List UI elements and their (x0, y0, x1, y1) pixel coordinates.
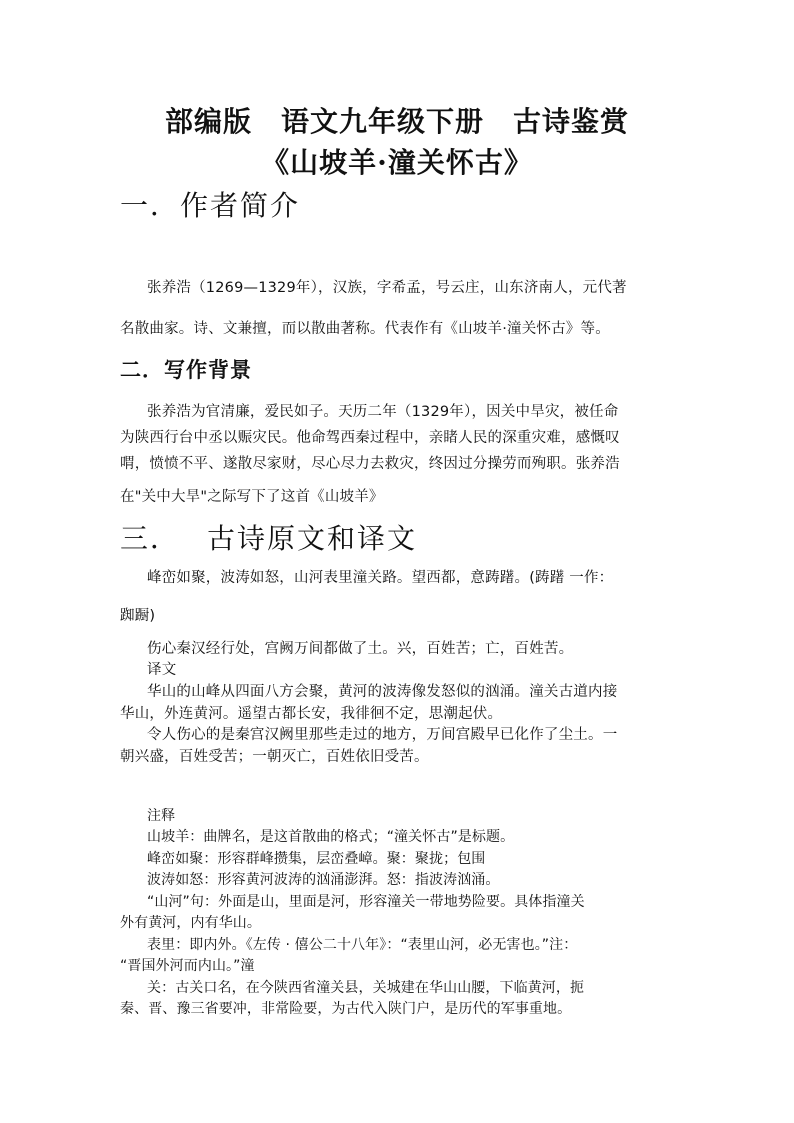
page-title: 部编版 语文九年级下册 古诗鉴赏 (164, 105, 629, 138)
note-line1: 山坡羊：曲牌名，是这首散曲的格式；“潼关怀古”是标题。 (147, 829, 515, 845)
translation-line1: 华山的山峰从四面八方会聚，黄河的波涛像发怒似的汹涌。潼关古道内接 (147, 684, 618, 700)
note-line3: 波涛如怒：形容黄河波涛的汹涌澎湃。怒：指波涛汹涌。 (147, 872, 500, 888)
background-line4: 在"关中大旱"之际写下了这首《山坡羊》 (120, 489, 384, 505)
translation-line2: 华山，外连黄河。遥望古都长安，我徘徊不定，思潮起伏。 (120, 706, 503, 722)
author-intro-line2: 名散曲家。诗、文兼擅，而以散曲著称。代表作有《山坡羊·潼关怀古》等。 (120, 321, 610, 337)
translation-line4: 朝兴盛，百姓受苦；一朝灭亡，百姓依旧受苦。 (120, 749, 429, 765)
notes-label: 注释 (147, 808, 176, 824)
note-line8: 关：古关口名，在今陕西省潼关县，关城建在华山山腰，下临黄河，扼 (147, 980, 585, 996)
note-line4: “山河”句：外面是山，里面是河，形容潼关一带地势险要。具体指潼关 (147, 894, 585, 910)
note-line2: 峰峦如聚：形容群峰攒集，层峦叠嶂。聚：聚拢；包围 (147, 851, 486, 867)
translation-label: 译文 (147, 662, 177, 678)
note-line7: “晋国外河而内山。”潼 (120, 958, 255, 974)
section3-heading-number: 三． (120, 522, 181, 555)
background-line2: 为陕西行台中丞以赈灾民。他命驾西秦过程中，亲睹人民的深重灾难，感慨叹 (120, 430, 620, 446)
author-intro-line1: 张养浩（1269—1329年），汉族，字希孟，号云庄，山东济南人，元代著 (147, 280, 627, 296)
section1-heading: 一．作者简介 (120, 189, 301, 222)
section2-heading: 二．写作背景 (120, 357, 252, 382)
section3-heading: 古诗原文和译文 (207, 522, 418, 555)
note-line6: 表里：即内外。《左传 · 僖公二十八年》：“表里山河，必无害也。”注： (147, 937, 578, 953)
page-subtitle: 《山坡羊·潼关怀古》 (261, 146, 533, 179)
translation-line3: 令人伤心的是秦宫汉阙里那些走过的地方，万间宫殿早已化作了尘土。一 (147, 727, 618, 743)
poem-line1: 峰峦如聚，波涛如怒，山河表里潼关路。望西都，意踌躇。(踌躇 一作： (147, 570, 614, 586)
poem-line2: 踟蹰) (120, 608, 156, 624)
background-line3: 喟，愤愤不平、遂散尽家财，尽心尽力去救灾，终因过分操劳而殉职。张养浩 (120, 456, 620, 472)
background-line1: 张养浩为官清廉，爱民如子。天历二年（1329年），因关中旱灾，被任命 (147, 404, 619, 420)
poem-line3: 伤心秦汉经行处，宫阙万间都做了土。兴，百姓苦；亡，百姓苦。 (147, 641, 574, 657)
note-line9: 秦、晋、豫三省要冲，非常险要，为古代入陕门户，是历代的军事重地。 (120, 1001, 572, 1017)
note-line5: 外有黄河，内有华山。 (120, 915, 261, 931)
